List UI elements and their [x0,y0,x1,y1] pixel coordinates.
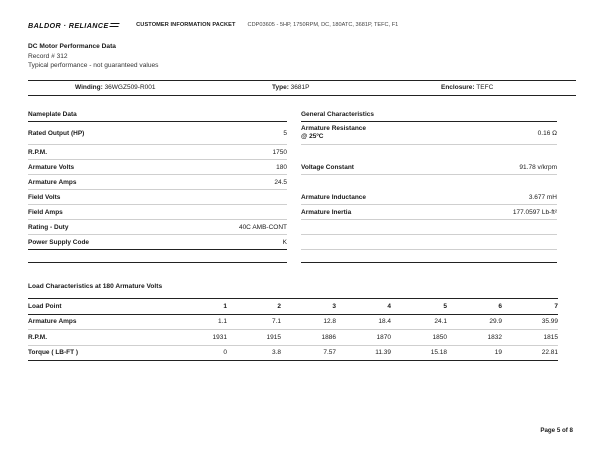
general-row [301,190,557,205]
load-col-header: 5 [391,299,447,315]
nameplate-row [28,220,287,235]
type-label: Type: [272,84,289,91]
table-cell: 35.99 [502,314,558,330]
load-table [28,298,558,361]
nameplate-label: Rated Output (HP) [28,129,85,137]
row-label: Armature Amps [28,314,143,330]
general-value: 0.16 Ω [537,129,557,137]
load-col-header: 4 [336,299,391,315]
nameplate-label: Field Volts [28,193,61,201]
nameplate-row [28,145,287,160]
table-cell: 15.18 [391,345,447,361]
table-cell: 1886 [281,330,336,346]
nameplate-label: Rating - Duty [28,223,69,231]
nameplate-value: 180 [276,163,287,171]
general-spacer-row [301,250,557,263]
nameplate-value: 1750 [272,148,287,156]
general-label-line2: @ 25ºC [301,133,324,140]
enclosure-info [441,84,493,91]
nameplate-row [28,122,287,145]
document-header [28,19,576,31]
table-cell: 1815 [502,330,558,346]
table-cell: 7.1 [227,314,281,330]
table-cell: 1931 [143,330,227,346]
nameplate-row [28,160,287,175]
enclosure-value: TEFC [476,84,494,91]
load-col-header: 1 [143,299,227,315]
nameplate-row [28,235,287,250]
general-label: Armature Inductance [301,193,367,201]
general-row [301,160,557,175]
winding-label: Winding: [75,84,103,91]
table-cell: 18.4 [336,314,391,330]
load-col-header: 3 [281,299,336,315]
enclosure-label: Enclosure: [441,84,475,91]
table-cell: 1.1 [143,314,227,330]
general-row [301,235,557,250]
table-cell: 11.39 [336,345,391,361]
table-cell: 29.9 [447,314,502,330]
brand-logo [28,21,119,30]
table-row [28,345,558,361]
table-cell: 1915 [227,330,281,346]
nameplate-value: 5 [283,129,287,137]
table-cell: 7.57 [281,345,336,361]
table-cell: 19 [447,345,502,361]
packet-title: CUSTOMER INFORMATION PACKET [136,22,236,28]
row-label: Torque ( LB-FT ) [28,345,143,361]
winding-info [75,84,156,91]
table-cell: 12.8 [281,314,336,330]
table-cell: 22.81 [502,345,558,361]
general-value: 3.677 mH [528,193,557,201]
table-cell: 1832 [447,330,502,346]
general-label: Voltage Constant [301,163,354,171]
table-cell: 1870 [336,330,391,346]
general-label-line1: Armature Resistance [301,124,367,132]
table-cell: 1850 [391,330,447,346]
load-col-header: 2 [227,299,281,315]
nameplate-value: K [282,238,287,246]
general-title: General Characteristics [301,108,557,122]
general-blank-row [301,145,557,160]
general-value: 177.0597 Lb-ft² [512,208,557,216]
type-info [272,84,309,91]
table-row [28,330,558,346]
load-table-header [28,299,558,315]
page-number: Page 5 of 8 [540,427,573,434]
load-col-header: 6 [447,299,502,315]
general-row [301,122,557,145]
table-cell: 24.1 [391,314,447,330]
general-value: 91.78 v/krpm [519,163,557,171]
nameplate-label: Armature Volts [28,163,75,171]
load-col-header: Load Point [28,299,143,315]
row-label: R.P.M. [28,330,143,346]
type-value: 3681P [290,84,310,91]
nameplate-card [28,108,287,263]
general-row [301,220,557,235]
doc-title: DC Motor Performance Data [28,43,116,50]
brand-mark-icon [110,23,120,27]
load-section-title: Load Characteristics at 180 Armature Volts [28,283,163,290]
table-cell: 3.8 [227,345,281,361]
nameplate-label: Armature Amps [28,178,77,186]
nameplate-label: R.P.M. [28,148,48,156]
disclaimer-note: Typical performance - not guaranteed values [28,62,159,70]
general-label: Armature Inertia [301,208,352,216]
general-blank-row [301,175,557,190]
nameplate-row [28,175,287,190]
nameplate-value: 24.5 [274,178,287,186]
winding-value: 36WGZ509-R001 [104,84,156,91]
general-characteristics-card [301,108,557,263]
document-info [28,42,158,71]
brand-name: BALDOR · RELIANCE [28,20,109,30]
summary-bar [28,80,576,96]
nameplate-row [28,205,287,220]
nameplate-label: Field Amps [28,208,63,216]
nameplate-spacer-row [28,250,287,263]
nameplate-label: Power Supply Code [28,238,90,246]
packet-info: CDP03605 - 5HP, 1750RPM, DC, 180ATC, 3681P, TEFC, F1 [247,22,399,28]
table-cell: 0 [143,345,227,361]
nameplate-value: 40C AMB-CONT [238,223,287,231]
nameplate-title: Nameplate Data [28,108,287,122]
load-col-header: 7 [502,299,558,315]
general-label [301,125,366,142]
general-row [301,205,557,220]
table-row [28,314,558,330]
nameplate-row [28,190,287,205]
record-number: Record # 312 [28,52,68,60]
